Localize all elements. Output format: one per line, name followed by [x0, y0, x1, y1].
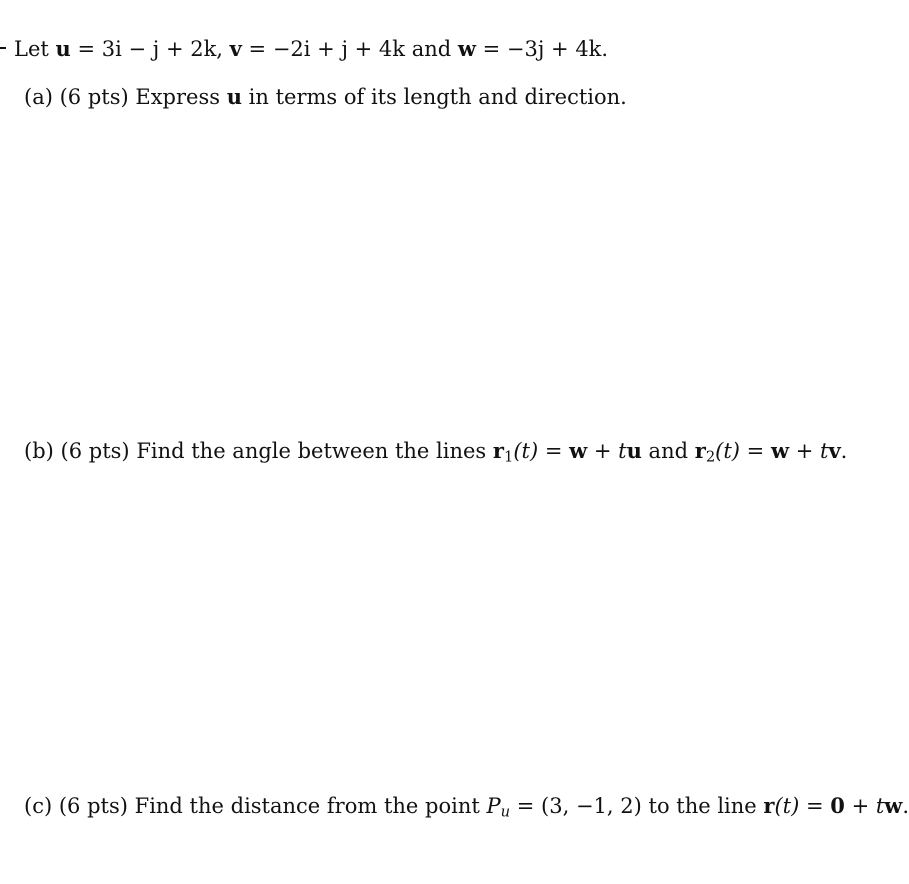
part-b-r1-arg: (t) — [513, 439, 539, 463]
part-b-r2-subscript: 2 — [705, 448, 716, 466]
part-a-vector-u: u — [226, 84, 242, 109]
part-a-points: (6 pts) — [59, 85, 129, 109]
part-b-question — [24, 438, 848, 466]
part-c-eq2: = — [799, 794, 831, 818]
problem-number-mark — [0, 47, 6, 49]
and-text: and — [411, 37, 452, 61]
part-b-t1: t — [618, 439, 627, 463]
part-b-r1-subscript: 1 — [503, 448, 514, 466]
part-b-eq1: = — [538, 439, 570, 463]
part-b-u1: u — [626, 438, 642, 463]
part-b-label: (b) — [24, 439, 54, 463]
part-c-plus: + — [844, 794, 876, 818]
part-c-r-arg: (t) — [774, 794, 800, 818]
part-a-text-after: in terms of its length and direction. — [248, 85, 627, 109]
part-c-t: t — [875, 794, 885, 818]
part-b-plus2: + — [789, 439, 820, 463]
part-c-w: w — [884, 793, 903, 818]
part-c-points: (6 pts) — [58, 794, 128, 818]
part-a-question — [24, 86, 627, 108]
part-b-v2: v — [828, 438, 841, 463]
v-expression: −2i + j + 4k — [272, 37, 405, 61]
part-b-t2: t — [819, 439, 829, 463]
equals: = — [70, 37, 102, 61]
part-b-and: and — [648, 439, 689, 463]
part-c-text-mid: to the line — [648, 794, 757, 818]
equals: = — [475, 37, 507, 61]
part-b-w2: w — [770, 438, 790, 463]
part-c-question — [24, 793, 909, 821]
part-b-r2: r — [694, 438, 706, 463]
part-b-points: (6 pts) — [60, 439, 130, 463]
part-a-label: (a) — [24, 85, 53, 109]
part-b-r1: r — [492, 438, 504, 463]
part-b-text-before: Find the angle between the lines — [136, 439, 487, 463]
let-text: Let — [14, 37, 49, 61]
part-b-r2-arg: (t) — [715, 439, 740, 463]
part-c-r: r — [763, 793, 775, 818]
equals: = — [241, 37, 273, 61]
part-b-w1: w — [569, 438, 588, 463]
part-c-text-before: Find the distance from the point — [134, 794, 480, 818]
vector-v: v — [229, 36, 242, 61]
part-c-period: . — [902, 794, 909, 818]
part-c-zero-vector: 0 — [830, 793, 845, 818]
part-c-point-P-subscript: u — [500, 803, 511, 821]
part-b-period: . — [840, 439, 848, 463]
part-c-point-P: P — [486, 794, 501, 818]
part-a-text-before: Express — [135, 85, 221, 109]
w-expression: −3j + 4k. — [506, 37, 609, 61]
part-c-coords: (3, −1, 2) — [541, 794, 642, 818]
part-b-eq2: = — [740, 439, 771, 463]
part-c-label: (c) — [24, 794, 53, 818]
part-c-eq: = — [510, 794, 542, 818]
problem-statement — [14, 38, 608, 60]
vector-w: w — [457, 36, 476, 61]
u-expression: 3i − j + 2k, — [101, 37, 223, 61]
part-b-plus1: + — [587, 439, 619, 463]
vector-u: u — [55, 36, 71, 61]
